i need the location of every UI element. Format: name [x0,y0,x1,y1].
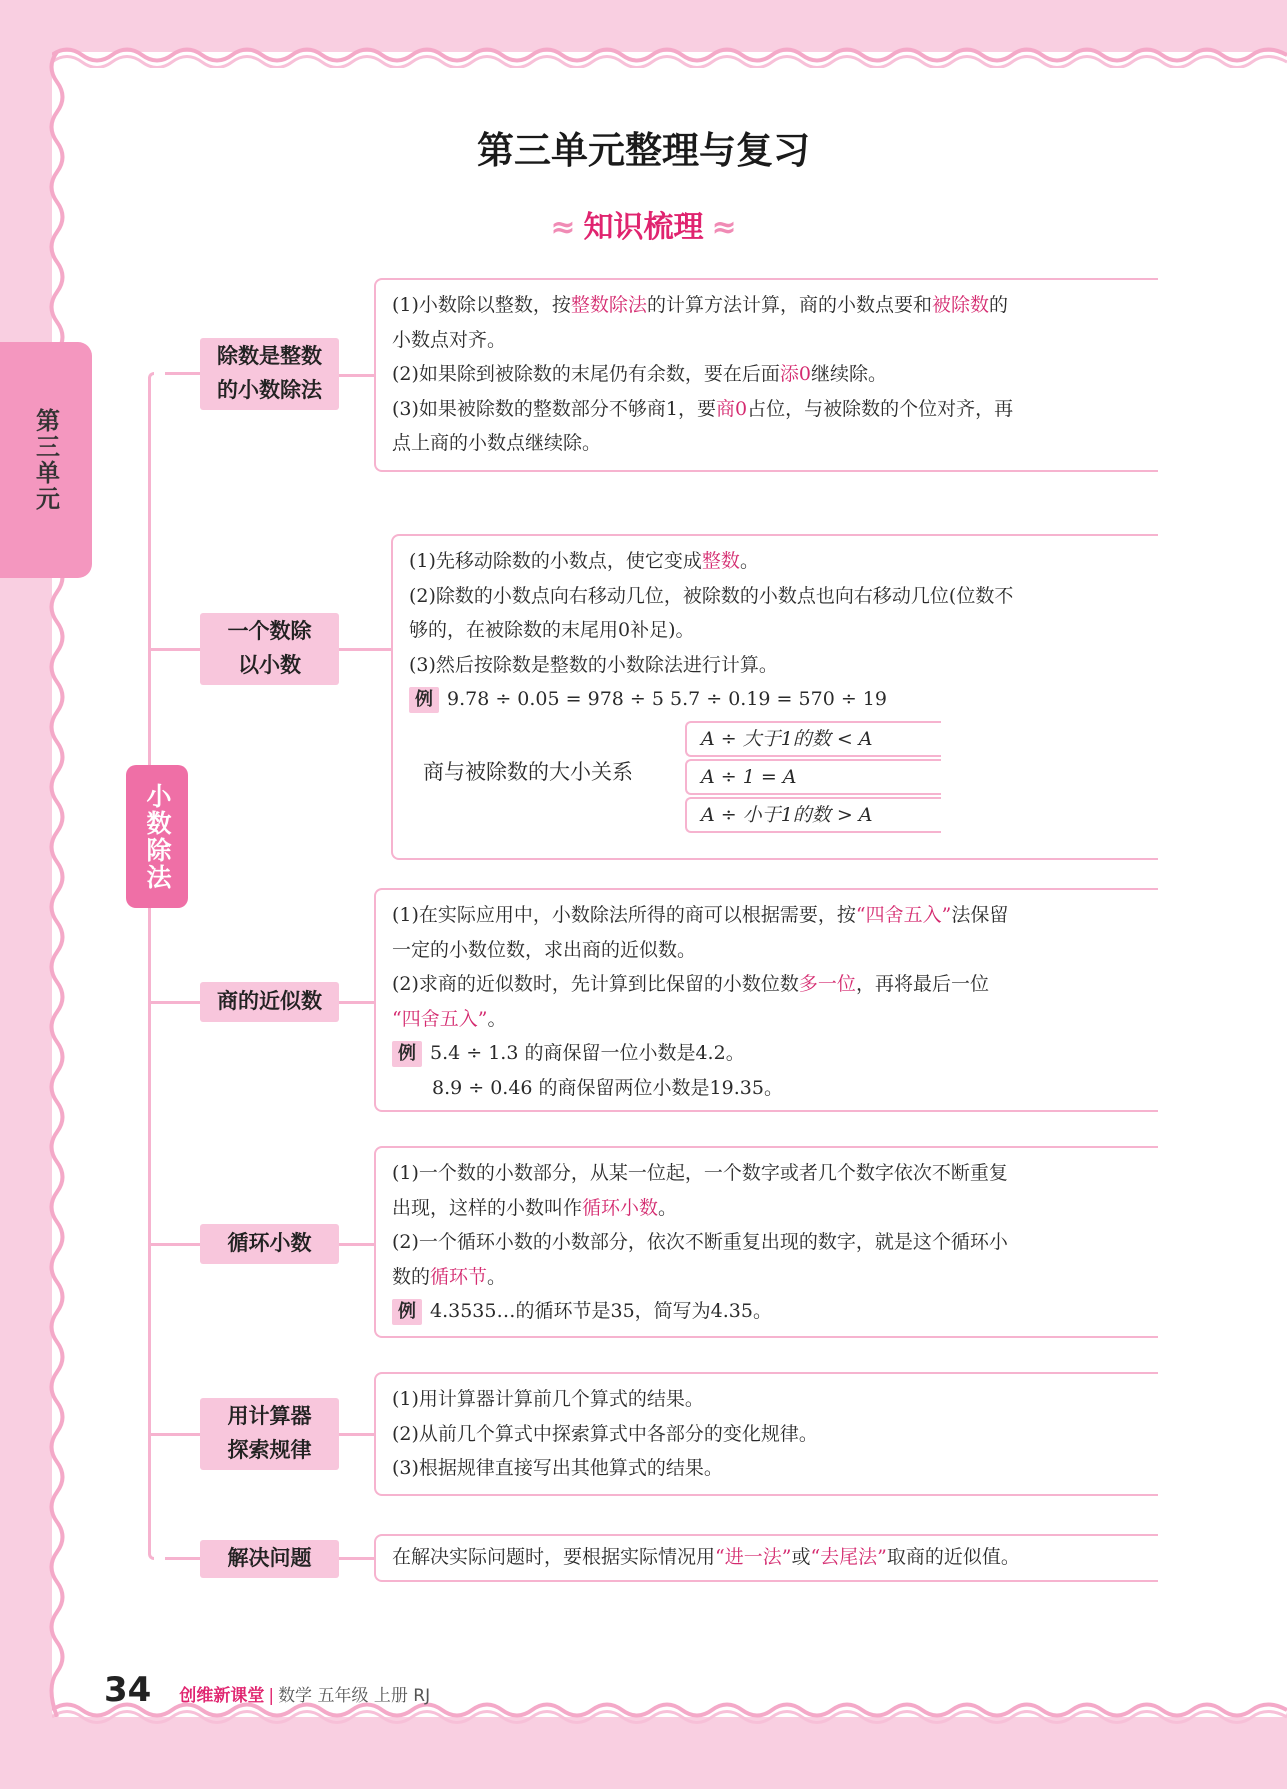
box4-line3: (2)一个循环小数的小数部分，依次不断重复出现的数字，就是这个循环小 [392,1231,1008,1253]
box-calculator-pattern [374,1372,1158,1496]
node-approx-quotient [200,982,339,1022]
node-integer-divisor [200,338,339,410]
text: 。 [487,1007,507,1030]
highlight: 多一位 [798,973,856,995]
box3-example1 [392,1036,1144,1071]
text: 。 [487,1265,507,1288]
highlight: “四舍五入” [855,904,952,926]
section-subtitle [0,202,1287,246]
box5-line3: (3)根据规律直接写出其他算式的结果。 [392,1457,723,1479]
subtitle-text: 知识梳理 [583,210,704,245]
node-label: 循环小数 [227,1231,312,1256]
branch-3 [151,1001,200,1004]
highlight: 添0 [779,363,812,385]
text: ，再将最后一位 [855,973,989,995]
relation-item-greater: A ÷ 大于1的数 < A [685,721,941,757]
text: (2)如果除到被除数的末尾仍有余数，要在后面 [392,363,780,385]
text: 的 [988,294,1008,316]
box-approx-quotient [374,888,1158,1112]
link-5 [339,1433,374,1436]
link-2 [339,648,391,651]
box3-line2: 一定的小数位数，求出商的近似数。 [392,938,697,961]
box2-line3: 够的，在被除数的末尾用0补足)。 [409,619,695,641]
highlight: 循环小数 [582,1196,659,1219]
node-repeating-decimal [200,1224,339,1264]
box-divide-by-decimal [391,534,1158,860]
node-label: 用计算器探索规律 [227,1404,312,1462]
box4-example [392,1294,1144,1329]
text: 出现，这样的小数叫作 [392,1196,583,1219]
link-6 [339,1557,374,1560]
box4-line4 [392,1260,1144,1295]
page-footer [104,1670,430,1710]
node-label: 除数是整数的小数除法 [217,344,322,402]
node-label: 一个数除以小数 [227,619,312,677]
box3-example2: 8.9 ÷ 0.46 的商保留两位小数是19.35。 [432,1076,783,1099]
box-integer-divisor [374,278,1158,472]
link-3 [339,1001,374,1004]
text: 。 [658,1196,678,1219]
highlight: 循环节 [430,1265,488,1288]
relation-label: 商与被除数的大小关系 [423,759,633,784]
highlight: 被除数 [931,294,989,316]
branch-2 [151,648,200,651]
text: (1)在实际应用中，小数除法所得的商可以根据需要，按 [392,904,856,926]
example-text: 9.78 ÷ 0.05 = 978 ÷ 5 5.7 ÷ 0.19 = 570 ÷ 19 [447,688,887,710]
box-repeating-decimal [374,1146,1158,1338]
root-node: 小数除法 [126,765,188,908]
box1-line2: 小数点对齐。 [392,328,507,351]
box6-line1 [392,1540,1144,1575]
text: 。 [739,550,759,572]
text: 继续除。 [811,363,888,385]
highlight: 整数 [701,550,740,572]
node-label: 解决问题 [227,1546,312,1571]
box5-line2: (2)从前几个算式中探索算式中各部分的变化规律。 [392,1422,818,1445]
box4-line1: (1)一个数的小数部分，从某一位起，一个数字或者几个数字依次不断重复 [392,1162,1008,1184]
box2-example [409,682,1144,717]
box1-line5: 点上商的小数点继续除。 [392,432,602,454]
text: (3)如果被除数的整数部分不够商1，要 [392,397,717,420]
box1-line3 [392,357,1144,392]
text: 取商的近似值。 [886,1546,1020,1568]
text: (2)求商的近似数时，先计算到比保留的小数位数 [392,973,799,995]
box3-line1 [392,898,1144,933]
example-text: 5.4 ÷ 1.3 的商保留一位小数是4.2。 [430,1042,745,1064]
example-text: 4.3535…的循环节是35，简写为4.35。 [430,1300,772,1322]
box2-line4: (3)然后按除数是整数的小数除法进行计算。 [409,653,778,676]
example-tag: 例 [392,1299,422,1325]
box1-line1 [392,288,1144,323]
node-divide-by-decimal [200,613,339,685]
wave-deco-left: ≈ [550,210,576,245]
text: 在解决实际问题时，要根据实际情况用 [392,1546,716,1568]
branch-1 [165,372,200,375]
box2-line1 [409,544,1144,579]
box4-line2 [392,1191,1144,1226]
page-title: 第三单元整理与复习 [477,129,810,172]
highlight: “四舍五入” [392,1007,488,1030]
box-problem-solving [374,1534,1158,1582]
footer-separator: | [268,1686,275,1706]
text: 的计算方法计算，商的小数点要和 [646,294,932,316]
relation-item-less: A ÷ 小于1的数 > A [685,797,941,833]
wavy-left-border [44,52,70,1717]
branch-6 [165,1557,200,1560]
box5-line1: (1)用计算器计算前几个算式的结果。 [392,1388,704,1410]
book-info: 数学 五年级 上册 RJ [278,1686,431,1706]
unit-side-tab: 第三单元 [0,342,92,578]
box1-line4 [392,392,1144,427]
box3-line3 [392,967,1144,1002]
page-number: 34 [104,1670,152,1710]
highlight: “去尾法” [810,1546,887,1568]
wave-deco-right: ≈ [711,210,737,245]
text: 占位，与被除数的个位对齐，再 [747,397,1014,420]
box2-line2: (2)除数的小数点向右移动几位，被除数的小数点也向右移动几位(位数不 [409,584,1014,607]
text: 数的 [392,1265,431,1288]
node-calculator-pattern [200,1398,339,1470]
text: (1)小数除以整数，按 [392,294,571,316]
example-tag: 例 [409,687,439,713]
node-problem-solving [200,1540,339,1578]
node-label: 商的近似数 [217,989,322,1014]
highlight: 商0 [716,397,748,420]
text: 或 [791,1546,811,1568]
tree-trunk [148,372,154,1560]
brand-name: 创维新课堂 [179,1686,265,1706]
link-1 [339,374,374,377]
highlight: “进一法” [715,1546,792,1568]
link-4 [339,1243,374,1246]
box3-line4 [392,1002,1144,1037]
example-tag: 例 [392,1041,422,1067]
branch-5 [151,1433,200,1436]
branch-4 [151,1243,200,1246]
highlight: 整数除法 [570,294,647,316]
text: (1)先移动除数的小数点，使它变成 [409,550,702,572]
relation-diagram [409,721,1144,837]
text: 法保留 [951,904,1009,926]
relation-item-equal: A ÷ 1 = A [685,759,941,795]
wavy-top-border [52,42,1287,68]
